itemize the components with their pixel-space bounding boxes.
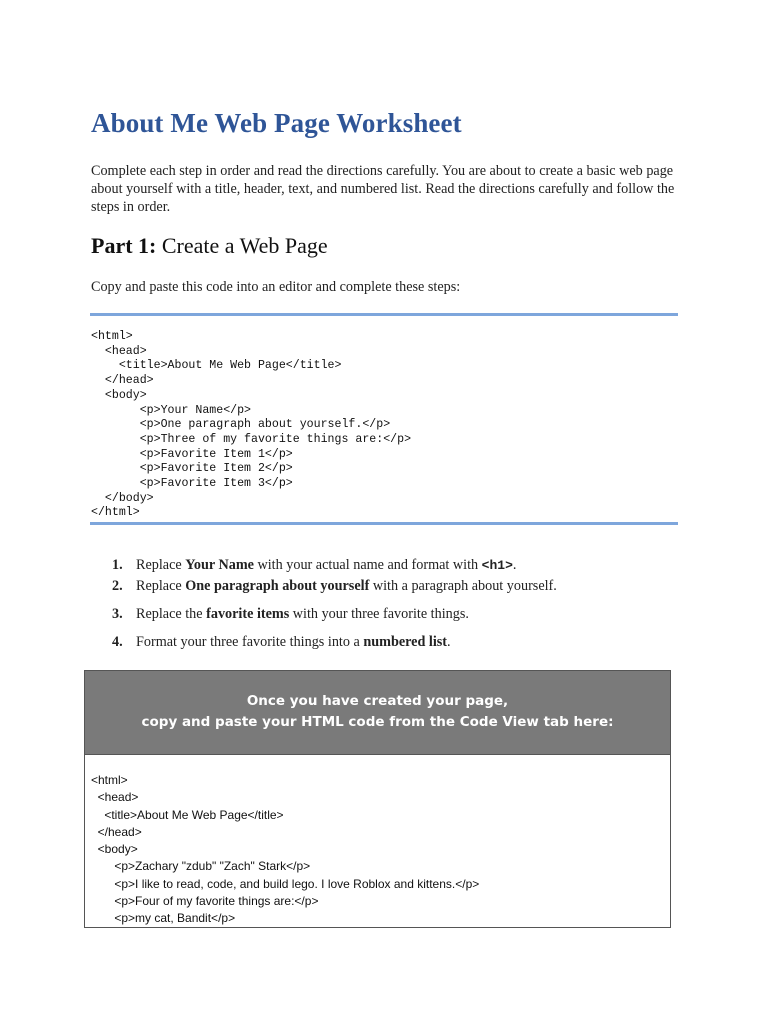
pasted-code-line: </head> xyxy=(91,824,142,839)
code-block-bottom-rule xyxy=(90,522,678,525)
part-1-heading xyxy=(91,233,328,259)
starter-code-line: <p>One paragraph about yourself.</p> xyxy=(91,418,391,432)
step-text xyxy=(136,606,469,623)
step-number: 3. xyxy=(112,606,123,622)
starter-code-line: <body> xyxy=(91,388,147,402)
step-text-pre: Format your three favorite things into a xyxy=(136,634,364,650)
step-text-pre: Replace xyxy=(136,557,186,573)
page-title: About Me Web Page Worksheet xyxy=(91,108,462,138)
copy-instruction: Copy and paste this code into an editor and complete these steps: xyxy=(91,279,461,295)
starter-code-line: </body> xyxy=(91,491,154,505)
step-text-mid: with your three favorite things. xyxy=(289,606,469,622)
step-text-bold: favorite items xyxy=(206,606,290,622)
starter-code-line: <p>Favorite Item 1</p> xyxy=(91,447,293,461)
pasted-code-line: <title>About Me Web Page</title> xyxy=(91,807,284,822)
code-paste-box xyxy=(84,670,671,928)
step-number: 2. xyxy=(112,578,123,594)
starter-code-line: <p>Three of my favorite things are:</p> xyxy=(91,432,412,446)
starter-code-line: <html> xyxy=(91,330,133,343)
intro-paragraph: Complete each step in order and read the directions carefully. You are about to create a basic web page about yourself with a title, header, text, and numbered list. Read the directions carefully and follow the steps in order. xyxy=(91,163,675,215)
part-1-label: Part 1: xyxy=(91,233,157,258)
pasted-code-line: <p>my cat, Bandit</p> xyxy=(91,911,236,926)
step-text xyxy=(136,634,451,651)
paste-header-line-1: Once you have created your page, xyxy=(246,693,509,709)
step-text xyxy=(136,578,557,595)
pasted-code-line: <p>Zachary "zdub" "Zach" Stark</p> xyxy=(91,859,311,874)
step-text-mid: with your actual name and format with xyxy=(253,557,482,573)
pasted-code-area[interactable] xyxy=(85,755,670,928)
starter-code-block[interactable] xyxy=(91,330,411,521)
step-number: 4. xyxy=(112,634,123,650)
paste-header-line-2: copy and paste your HTML code from the Code View tab here: xyxy=(141,714,614,730)
pasted-code-line: <body> xyxy=(91,842,138,857)
starter-code-line: <p>Favorite Item 3</p> xyxy=(91,477,293,491)
starter-code-line: </head> xyxy=(91,374,154,388)
pasted-code-line: <head> xyxy=(91,790,139,805)
starter-code-line: </html> xyxy=(91,506,140,520)
starter-code-line: <title>About Me Web Page</title> xyxy=(91,359,342,373)
step-text-bold: Your Name xyxy=(185,557,254,573)
starter-code-line: <head> xyxy=(91,344,147,358)
step-text-code: <h1> xyxy=(481,558,513,573)
step-number: 1. xyxy=(112,557,123,573)
paste-box-header xyxy=(85,671,670,755)
step-text xyxy=(136,557,516,574)
code-block-top-rule xyxy=(90,313,678,316)
step-text-pre: Replace the xyxy=(136,606,207,622)
step-text-bold: One paragraph about yourself xyxy=(185,578,370,594)
step-text-bold: numbered list xyxy=(363,634,448,650)
step-text-post: . xyxy=(512,557,517,573)
pasted-code-line: <p>I like to read, code, and build lego. I love Roblox and kittens.</p> xyxy=(91,876,480,891)
step-text-pre: Replace xyxy=(136,578,186,594)
part-1-title: Create a Web Page xyxy=(161,233,328,258)
step-text-mid: with a paragraph about yourself. xyxy=(369,578,557,594)
pasted-code-line: <p>Four of my favorite things are:</p> xyxy=(91,894,319,909)
starter-code-line: <p>Your Name</p> xyxy=(91,403,252,417)
step-text-mid: . xyxy=(447,634,451,650)
starter-code-line: <p>Favorite Item 2</p> xyxy=(91,462,293,476)
pasted-code-line: <html> xyxy=(91,773,128,787)
